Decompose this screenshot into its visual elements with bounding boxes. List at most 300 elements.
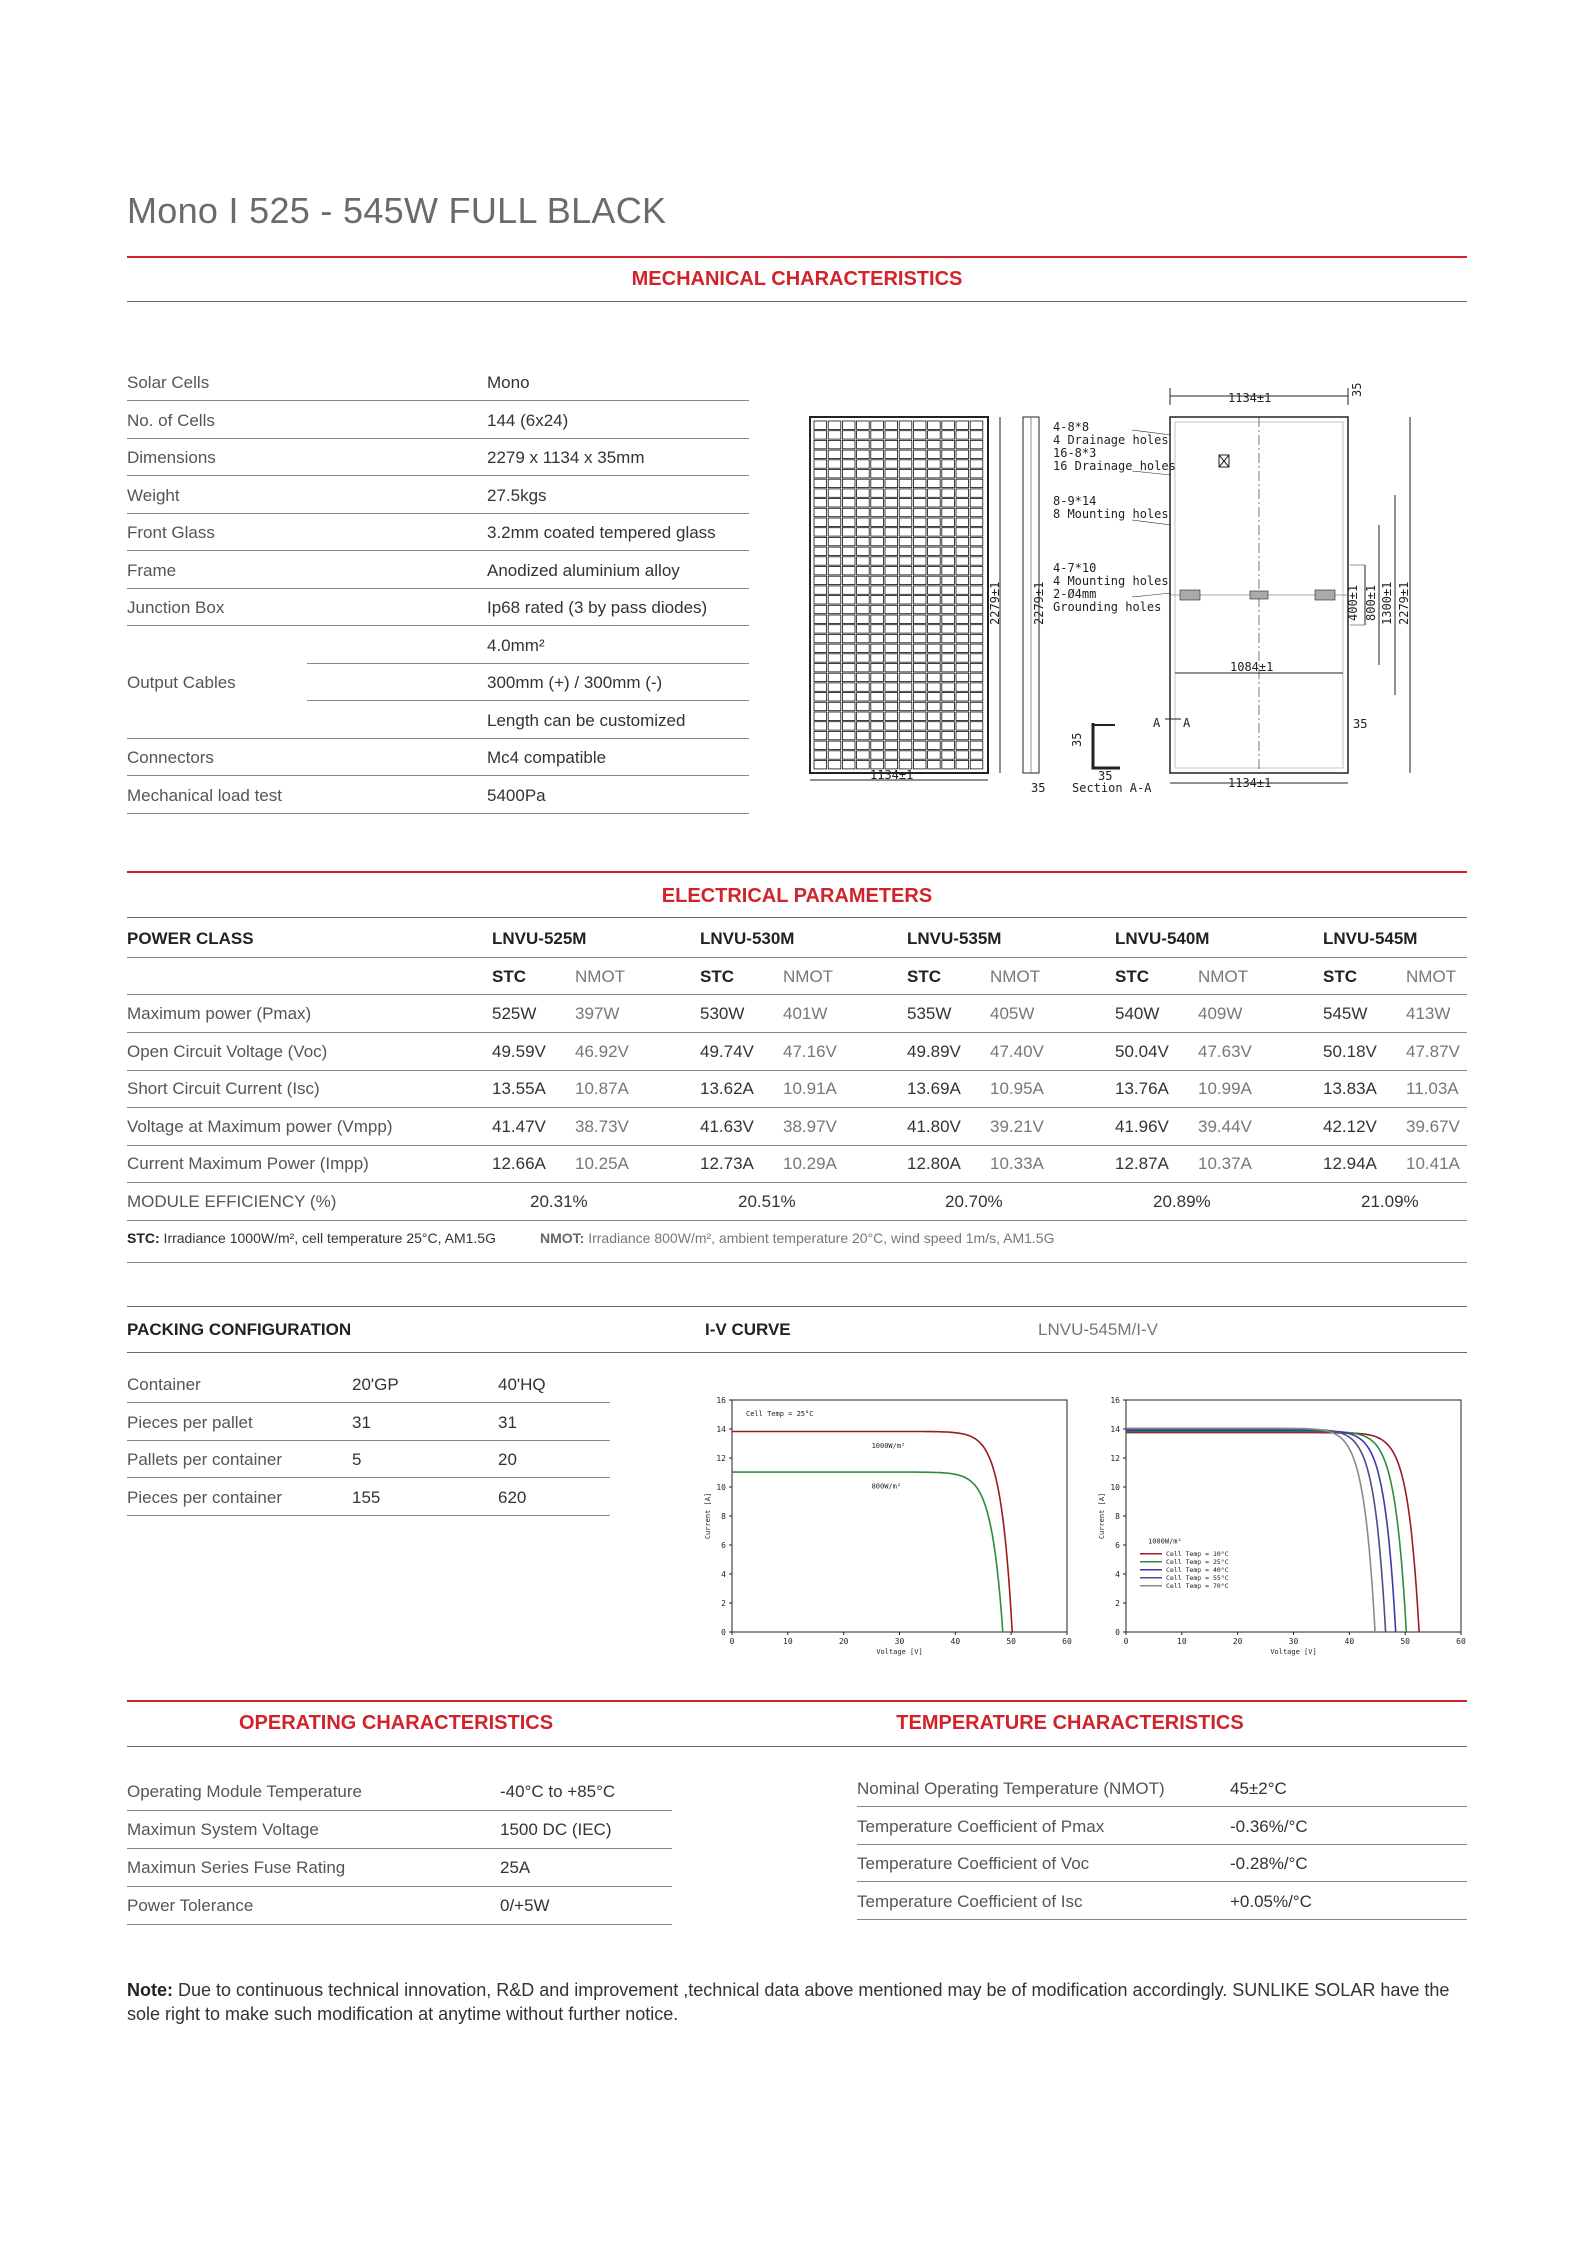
solar-cell: [913, 712, 926, 720]
solar-cell: [942, 751, 955, 759]
solar-cell: [857, 508, 870, 516]
solar-cell: [828, 761, 841, 769]
stc-value: 12.94A: [1323, 1154, 1377, 1173]
solar-cell: [928, 537, 941, 545]
divider: [127, 1700, 1467, 1702]
solar-cell: [814, 586, 827, 594]
solar-cell: [956, 440, 969, 448]
solar-cell: [842, 741, 855, 749]
row-divider: [127, 1070, 1467, 1071]
model-header: LNVU-530M: [700, 929, 795, 948]
solar-cell: [828, 751, 841, 759]
solar-cell: [857, 460, 870, 468]
solar-cell: [842, 528, 855, 536]
solar-cell: [942, 460, 955, 468]
mech-value: Anodized aluminium alloy: [487, 560, 680, 580]
solar-cell: [956, 615, 969, 623]
solar-cell: [956, 673, 969, 681]
solar-cell: [913, 557, 926, 565]
stc-value: 41.96V: [1115, 1116, 1169, 1136]
model-header: LNVU-525M: [492, 929, 587, 948]
divider: [127, 1352, 1467, 1353]
drawing-note: 16-8*3: [1053, 446, 1097, 460]
solar-cell: [857, 528, 870, 536]
y-tick-label: 8: [721, 1512, 726, 1521]
solar-cell: [942, 596, 955, 604]
nmot-value: 47.87V: [1406, 1041, 1460, 1061]
solar-cell: [928, 722, 941, 730]
operating-label: Maximun Series Fuse Rating: [127, 1858, 346, 1877]
solar-cell: [899, 654, 912, 662]
row-divider: [127, 813, 749, 814]
x-tick-label: 0: [729, 1637, 735, 1646]
operating-heading: OPERATING CHARACTERISTICS: [238, 1712, 554, 1734]
solar-cell: [885, 596, 898, 604]
solar-cell: [871, 537, 884, 545]
solar-cell: [956, 702, 969, 710]
solar-cell: [928, 634, 941, 642]
solar-cell: [970, 664, 983, 672]
solar-cell: [913, 586, 926, 594]
dim-1300: 1300±1: [1380, 581, 1394, 625]
solar-cell: [956, 596, 969, 604]
solar-cell: [913, 702, 926, 710]
solar-cell: [871, 547, 884, 555]
solar-cell: [871, 421, 884, 429]
cell-grid: [814, 421, 983, 769]
solar-cell: [857, 479, 870, 487]
solar-cell: [928, 615, 941, 623]
efficiency-label: MODULE EFFICIENCY (%): [127, 1191, 337, 1211]
solar-cell: [956, 537, 969, 545]
nmot-value: 10.25A: [575, 1154, 629, 1173]
solar-cell: [942, 722, 955, 730]
iv-chart-2-svg: [1094, 1392, 1474, 1662]
solar-cell: [913, 567, 926, 575]
solar-cell: [871, 557, 884, 565]
mech-label: Solar Cells: [127, 373, 210, 392]
solar-cell: [857, 615, 870, 623]
solar-cell: [913, 605, 926, 613]
solar-cell: [871, 625, 884, 633]
solar-cell: [842, 751, 855, 759]
row-divider: [307, 663, 749, 664]
electrical-label: Maximum power (Pmax): [127, 1004, 312, 1023]
solar-cell: [842, 693, 855, 701]
solar-cell: [842, 702, 855, 710]
row-divider: [127, 1886, 672, 1887]
solar-cell: [871, 712, 884, 720]
plot-frame: [1126, 1400, 1461, 1632]
solar-cell: [814, 722, 827, 730]
solar-cell: [871, 499, 884, 507]
drawing-note: Grounding holes: [1053, 600, 1162, 614]
solar-cell: [970, 440, 983, 448]
solar-cell: [828, 470, 841, 478]
iv-chart-irradiance: [700, 1392, 1080, 1667]
solar-cell: [871, 654, 884, 662]
efficiency-value: 20.51%: [738, 1191, 796, 1211]
solar-cell: [970, 470, 983, 478]
section-dim: 35: [1098, 769, 1113, 783]
solar-cell: [842, 470, 855, 478]
solar-cell: [814, 440, 827, 448]
solar-cell: [842, 625, 855, 633]
nmot-value: 10.33A: [990, 1154, 1044, 1173]
solar-cell: [814, 605, 827, 613]
packing-value: 31: [352, 1412, 371, 1432]
footnote: [127, 1978, 1467, 2026]
solar-cell: [899, 431, 912, 439]
solar-cell: [942, 450, 955, 458]
solar-cell: [970, 702, 983, 710]
solar-cell: [885, 605, 898, 613]
solar-cell: [871, 460, 884, 468]
row-divider: [307, 700, 749, 701]
solar-cell: [842, 722, 855, 730]
solar-cell: [814, 450, 827, 458]
solar-cell: [970, 693, 983, 701]
packing-value: 31: [498, 1412, 517, 1432]
solar-cell: [956, 625, 969, 633]
solar-cell: [842, 673, 855, 681]
divider: [127, 256, 1467, 258]
series-label: 1000W/m²: [871, 1441, 906, 1450]
solar-cell: [814, 499, 827, 507]
solar-cell: [828, 431, 841, 439]
solar-cell: [913, 596, 926, 604]
solar-cell: [970, 528, 983, 536]
x-tick-label: 30: [1288, 1637, 1299, 1646]
solar-cell: [871, 722, 884, 730]
solar-cell: [956, 421, 969, 429]
nmot-value: 38.97V: [783, 1116, 837, 1136]
temperature-label: Nominal Operating Temperature (NMOT): [857, 1779, 1165, 1798]
solar-cell: [885, 741, 898, 749]
solar-cell: [842, 557, 855, 565]
solar-cell: [885, 673, 898, 681]
divider: [127, 1306, 1467, 1307]
solar-cell: [970, 615, 983, 623]
solar-cell: [899, 567, 912, 575]
nmot-header: NMOT: [575, 967, 626, 986]
row-divider: [127, 1477, 610, 1478]
dim-height-label-2: 2279±1: [1032, 581, 1046, 625]
solar-cell: [871, 450, 884, 458]
solar-cell: [857, 664, 870, 672]
solar-cell: [942, 489, 955, 497]
operating-label: Operating Module Temperature: [127, 1782, 362, 1801]
iv-series-line: [1126, 1432, 1406, 1633]
solar-cell: [871, 470, 884, 478]
solar-cell: [956, 731, 969, 739]
solar-cell: [899, 557, 912, 565]
operating-value: 25A: [500, 1858, 531, 1877]
solar-cell: [913, 722, 926, 730]
y-tick-label: 6: [1115, 1541, 1120, 1550]
legend-entry: Cell Temp = 10°C: [1166, 1550, 1229, 1559]
solar-cell: [885, 576, 898, 584]
mech-value: 2279 x 1134 x 35mm: [487, 448, 645, 467]
legend-entry: Cell Temp = 70°C: [1166, 1582, 1229, 1591]
nmot-value: 47.16V: [783, 1041, 837, 1061]
model-header: LNVU-535M: [907, 929, 1002, 948]
solar-cell: [842, 644, 855, 652]
solar-cell: [814, 421, 827, 429]
solar-cell: [942, 440, 955, 448]
y-tick-label: 0: [1115, 1628, 1120, 1637]
solar-cell: [899, 470, 912, 478]
solar-cell: [885, 537, 898, 545]
x-tick-label: 30: [894, 1637, 905, 1646]
packing-label: Container: [127, 1375, 201, 1394]
y-axis-label: Current [A]: [1098, 1492, 1106, 1540]
solar-cell: [913, 547, 926, 555]
solar-cell: [956, 761, 969, 769]
solar-cell: [928, 761, 941, 769]
solar-cell: [942, 479, 955, 487]
solar-cell: [828, 634, 841, 642]
solar-cell: [857, 596, 870, 604]
solar-cell: [942, 557, 955, 565]
y-tick-label: 0: [721, 1628, 726, 1637]
x-tick-label: 50: [1006, 1637, 1016, 1646]
nmot-value: 10.95A: [990, 1079, 1044, 1098]
junction-box: [1250, 591, 1268, 599]
solar-cell: [885, 664, 898, 672]
stc-header: STC: [1115, 967, 1149, 986]
electrical-heading: ELECTRICAL PARAMETERS: [661, 885, 933, 907]
solar-cell: [970, 596, 983, 604]
solar-cell: [828, 702, 841, 710]
row-divider: [127, 738, 749, 739]
mech-value: Mono: [487, 373, 530, 392]
nmot-value: 47.63V: [1198, 1041, 1252, 1061]
solar-cell: [828, 518, 841, 526]
solar-cell: [828, 683, 841, 691]
solar-cell: [828, 673, 841, 681]
solar-cell: [942, 761, 955, 769]
iv-series-line: [732, 1472, 1003, 1632]
solar-cell: [970, 518, 983, 526]
x-tick-label: 40: [1344, 1637, 1355, 1646]
stc-value: 42.12V: [1323, 1116, 1377, 1136]
solar-cell: [842, 712, 855, 720]
solar-cell: [871, 741, 884, 749]
stc-value: 13.83A: [1323, 1079, 1377, 1098]
solar-cell: [970, 761, 983, 769]
mech-value: 3.2mm coated tempered glass: [487, 523, 716, 542]
iv-series-line: [1126, 1429, 1386, 1632]
temperature-label: Temperature Coefficient of Voc: [857, 1854, 1090, 1873]
temperature-value: -0.28%/°C: [1230, 1854, 1308, 1873]
operating-label: Power Tolerance: [127, 1896, 254, 1915]
connector-box: [1315, 590, 1335, 600]
dim-1084: 1084±1: [1230, 660, 1274, 674]
solar-cell: [899, 518, 912, 526]
solar-cell: [857, 683, 870, 691]
solar-cell: [814, 557, 827, 565]
electrical-label: Current Maximum Power (Impp): [127, 1154, 369, 1173]
solar-cell: [928, 693, 941, 701]
solar-cell: [942, 605, 955, 613]
solar-cell: [842, 596, 855, 604]
solar-cell: [857, 567, 870, 575]
solar-cell: [885, 518, 898, 526]
solar-cell: [942, 537, 955, 545]
solar-cell: [885, 654, 898, 662]
solar-cell: [857, 470, 870, 478]
solar-cell: [814, 673, 827, 681]
y-tick-label: 10: [716, 1483, 726, 1492]
stc-value: 13.76A: [1115, 1079, 1169, 1098]
solar-cell: [928, 751, 941, 759]
solar-cell: [942, 518, 955, 526]
solar-cell: [885, 508, 898, 516]
solar-cell: [942, 547, 955, 555]
solar-cell: [871, 596, 884, 604]
dim-top-width: 1134±1: [1228, 391, 1272, 405]
iv-heading: I-V CURVE: [705, 1320, 791, 1339]
efficiency-value: 20.89%: [1153, 1191, 1211, 1211]
solar-cell: [885, 470, 898, 478]
row-divider: [857, 1806, 1467, 1807]
solar-cell: [970, 634, 983, 642]
nmot-footnote: [540, 1230, 1054, 1246]
solar-cell: [857, 731, 870, 739]
dim-2279: 2279±1: [1397, 581, 1411, 625]
packing-label: Pieces per pallet: [127, 1412, 253, 1432]
solar-cell: [871, 576, 884, 584]
solar-cell: [899, 722, 912, 730]
solar-cell: [885, 479, 898, 487]
operating-value: 0/+5W: [500, 1896, 550, 1915]
solar-cell: [942, 741, 955, 749]
nmot-value: 39.21V: [990, 1116, 1044, 1136]
packing-value: 20: [498, 1450, 517, 1469]
solar-cell: [885, 528, 898, 536]
solar-cell: [828, 654, 841, 662]
solar-cell: [828, 528, 841, 536]
x-tick-label: 50: [1400, 1637, 1410, 1646]
stc-value: 41.63V: [700, 1116, 754, 1136]
solar-cell: [970, 722, 983, 730]
solar-cell: [814, 431, 827, 439]
output-cable-value: 4.0mm²: [487, 635, 545, 655]
nmot-value: 10.37A: [1198, 1154, 1252, 1173]
stc-value: 13.55A: [492, 1079, 546, 1098]
solar-cell: [928, 528, 941, 536]
y-tick-label: 6: [721, 1541, 726, 1550]
solar-cell: [956, 586, 969, 594]
dim-width-label: 1134±1: [870, 768, 914, 782]
x-tick-label: 20: [838, 1637, 849, 1646]
solar-cell: [842, 460, 855, 468]
solar-cell: [970, 741, 983, 749]
solar-cell: [928, 664, 941, 672]
solar-cell: [885, 440, 898, 448]
iv-series-line: [1126, 1428, 1375, 1632]
solar-cell: [857, 557, 870, 565]
solar-cell: [871, 605, 884, 613]
dim-bottom-width: 1134±1: [1228, 776, 1272, 790]
packing-value: 620: [498, 1487, 527, 1507]
x-tick-label: 0: [1123, 1637, 1129, 1646]
solar-cell: [885, 567, 898, 575]
solar-cell: [913, 634, 926, 642]
solar-cell: [871, 693, 884, 701]
solar-cell: [842, 440, 855, 448]
solar-cell: [928, 731, 941, 739]
nmot-value: 38.73V: [575, 1116, 629, 1136]
solar-cell: [842, 508, 855, 516]
nmot-value: 10.87A: [575, 1079, 629, 1098]
solar-cell: [814, 702, 827, 710]
solar-cell: [956, 654, 969, 662]
row-divider: [127, 1182, 1467, 1183]
nmot-value: 409W: [1198, 1004, 1243, 1023]
solar-cell: [871, 673, 884, 681]
solar-cell: [913, 508, 926, 516]
solar-cell: [970, 654, 983, 662]
stc-value: 525W: [492, 1004, 537, 1023]
section-a-left: A: [1153, 716, 1161, 730]
stc-note-text: Irradiance 1000W/m², cell temperature 25°C, AM1.5G: [159, 1230, 496, 1246]
solar-cell: [913, 673, 926, 681]
mech-value: 5400Pa: [487, 785, 546, 805]
solar-cell: [885, 586, 898, 594]
solar-cell: [828, 586, 841, 594]
solar-cell: [814, 537, 827, 545]
solar-cell: [814, 567, 827, 575]
solar-cell: [899, 596, 912, 604]
solar-cell: [857, 712, 870, 720]
solar-cell: [885, 683, 898, 691]
solar-cell: [913, 615, 926, 623]
solar-cell: [899, 440, 912, 448]
stc-value: 12.66A: [492, 1154, 546, 1173]
output-cable-value: 300mm (+) / 300mm (-): [487, 673, 663, 692]
series-label: 800W/m²: [871, 1482, 902, 1491]
stc-value: 545W: [1323, 1004, 1368, 1023]
mech-value: 27.5kgs: [487, 485, 547, 505]
solar-cell: [928, 518, 941, 526]
stc-value: 49.74V: [700, 1041, 754, 1061]
solar-cell: [857, 644, 870, 652]
solar-cell: [899, 644, 912, 652]
solar-cell: [814, 615, 827, 623]
mech-label: Dimensions: [127, 448, 216, 467]
solar-cell: [828, 450, 841, 458]
solar-cell: [899, 683, 912, 691]
iv-series-line: [732, 1432, 1012, 1633]
solar-cell: [956, 557, 969, 565]
mech-label: Mechanical load test: [127, 785, 282, 805]
solar-cell: [828, 460, 841, 468]
electrical-label: Voltage at Maximum power (Vmpp): [127, 1116, 393, 1136]
solar-cell: [842, 654, 855, 662]
solar-cell: [871, 683, 884, 691]
row-divider: [127, 1220, 1467, 1221]
nmot-value: 10.91A: [783, 1079, 837, 1098]
drawing-notes: [1053, 420, 1176, 614]
solar-cell: [970, 683, 983, 691]
solar-cell: [913, 528, 926, 536]
nmot-header: NMOT: [1198, 967, 1249, 986]
solar-cell: [814, 508, 827, 516]
solar-cell: [842, 537, 855, 545]
x-axis-label: Voltage [V]: [876, 1648, 923, 1656]
